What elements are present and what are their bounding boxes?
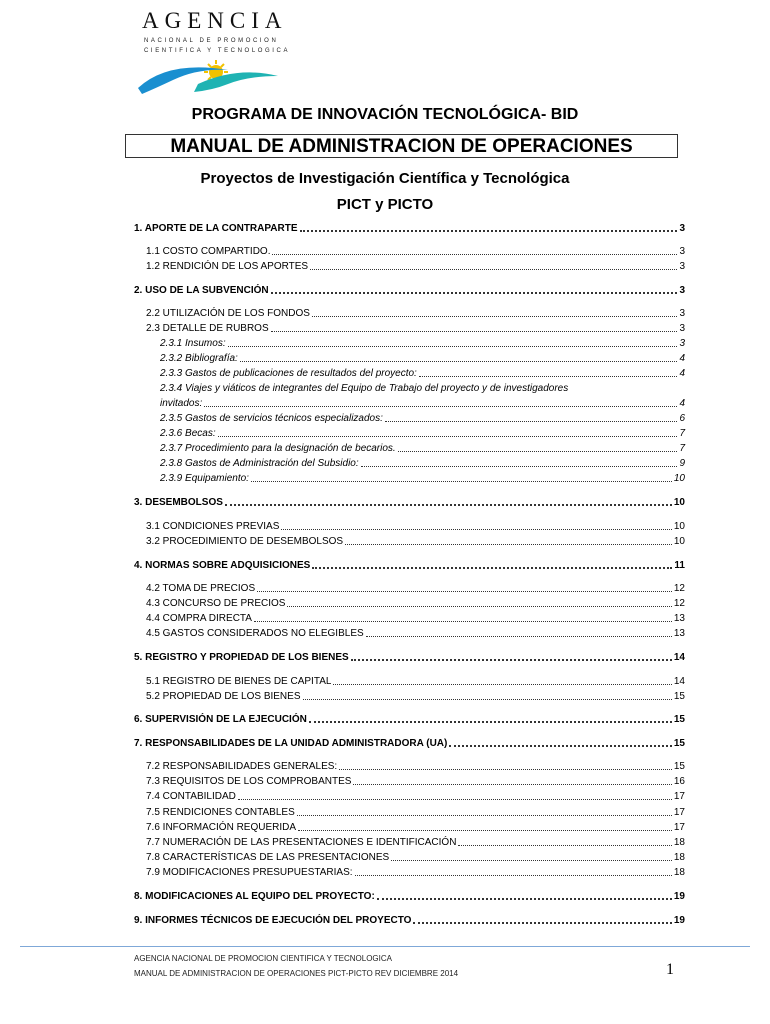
toc-entry[interactable]: 8. MODIFICACIONES AL EQUIPO DEL PROYECTO: 19 (134, 891, 685, 902)
toc-entry[interactable]: 2.3.1 Insumos: 3 (160, 338, 685, 349)
wave-teal-icon (194, 72, 278, 92)
logo-title: AGENCIA (142, 8, 288, 33)
toc-entry[interactable]: 5. REGISTRO Y PROPIEDAD DE LOS BIENES 14 (134, 652, 685, 663)
toc-entry[interactable]: 2.3.3 Gastos de publicaciones de resultados del proyecto: 4 (160, 368, 685, 379)
toc-entry[interactable]: 2.3.5 Gastos de servicios técnicos especializados: 6 (160, 413, 685, 424)
program-title: PROGRAMA DE INNOVACIÓN TECNOLÓGICA- BID (191, 106, 579, 123)
logo-subtitle-line1: NACIONAL DE PROMOCION (144, 38, 279, 44)
toc-entry[interactable]: 5.1 REGISTRO DE BIENES DE CAPITAL 14 (146, 676, 685, 687)
toc-entry[interactable]: 2.3.9 Equipamiento: 10 (160, 473, 685, 484)
footer-agency-name: AGENCIA NACIONAL DE PROMOCION CIENTIFICA Y TECNOLOGICA (134, 954, 392, 963)
toc-entry[interactable]: 2.3.8 Gastos de Administración del Subsidio: 9 (160, 458, 685, 469)
toc-entry[interactable]: 7.5 RENDICIONES CONTABLES 17 (146, 807, 685, 818)
logo-subtitle-line2: CIENTIFICA Y TECNOLOGICA (144, 48, 291, 54)
footer-document-info: MANUAL DE ADMINISTRACION DE OPERACIONES PICT-PICTO REV DICIEMBRE 2014 (134, 969, 459, 978)
toc-entry[interactable]: 4.5 GASTOS CONSIDERADOS NO ELEGIBLES 13 (146, 628, 685, 639)
agency-logo (128, 8, 308, 98)
toc-entry[interactable]: 4.2 TOMA DE PRECIOS 12 (146, 583, 685, 594)
toc-entry[interactable]: 1.1 COSTO COMPARTIDO. 3 (146, 246, 685, 257)
toc-entry[interactable]: 7.7 NUMERACIÓN DE LAS PRESENTACIONES E IDENTIFICACIÓN 18 (146, 837, 685, 848)
toc-entry[interactable]: 7.6 INFORMACIÓN REQUERIDA 17 (146, 822, 685, 833)
toc-entry[interactable]: 2.3.6 Becas: 7 (160, 428, 685, 439)
toc-entry[interactable]: 2. USO DE LA SUBVENCIÓN 3 (134, 285, 685, 296)
toc-entry[interactable]: 9. INFORMES TÉCNICOS DE EJECUCIÓN DEL PROYECTO 19 (134, 915, 685, 926)
toc-entry[interactable]: 3.2 PROCEDIMIENTO DE DESEMBOLSOS 10 (146, 536, 685, 547)
page-number: 1 (666, 961, 674, 978)
toc-entry[interactable]: 3.1 CONDICIONES PREVIAS 10 (146, 521, 685, 532)
toc-entry[interactable]: 7. RESPONSABILIDADES DE LA UNIDAD ADMINISTRADORA (UA) 15 (134, 738, 685, 749)
manual-title: MANUAL DE ADMINISTRACION DE OPERACIONES (125, 134, 678, 158)
toc-entry[interactable]: 3. DESEMBOLSOS 10 (134, 497, 685, 508)
document-subtitle-secondary: PICT y PICTO (336, 196, 434, 213)
toc-entry[interactable]: 5.2 PROPIEDAD DE LOS BIENES 15 (146, 691, 685, 702)
toc-entry[interactable]: 7.3 REQUISITOS DE LOS COMPROBANTES 16 (146, 776, 685, 787)
toc-entry[interactable]: 7.2 RESPONSABILIDADES GENERALES: 15 (146, 761, 685, 772)
toc-entry[interactable]: 2.3.7 Procedimiento para la designación de becarios. 7 (160, 443, 685, 454)
toc-entry[interactable]: 7.8 CARACTERÍSTICAS DE LAS PRESENTACIONES 18 (146, 852, 685, 863)
sun-wave-logo-icon (128, 58, 288, 98)
document-subtitle: Proyectos de Investigación Científica y Tecnológica (200, 170, 570, 187)
toc-entry[interactable]: 4. NORMAS SOBRE ADQUISICIONES 11 (134, 560, 685, 571)
toc-entry-wrapped-line[interactable]: 2.3.4 Viajes y viáticos de integrantes del Equipo de Trabajo del proyecto y de investigadores (160, 383, 569, 394)
toc-entry[interactable]: 4.3 CONCURSO DE PRECIOS 12 (146, 598, 685, 609)
toc-entry[interactable]: 1.2 RENDICIÓN DE LOS APORTES 3 (146, 261, 685, 272)
toc-entry[interactable]: 4.4 COMPRA DIRECTA 13 (146, 613, 685, 624)
toc-entry[interactable]: 6. SUPERVISIÓN DE LA EJECUCIÓN 15 (134, 714, 685, 725)
toc-entry[interactable]: 2.2 UTILIZACIÓN DE LOS FONDOS 3 (146, 308, 685, 319)
toc-entry[interactable]: 7.9 MODIFICACIONES PRESUPUESTARIAS: 18 (146, 867, 685, 878)
toc-entry[interactable]: 2.3 DETALLE DE RUBROS 3 (146, 323, 685, 334)
footer-divider (20, 946, 750, 947)
toc-entry[interactable]: invitados: 4 (160, 398, 685, 409)
toc-entry[interactable]: 7.4 CONTABILIDAD 17 (146, 791, 685, 802)
toc-entry[interactable]: 2.3.2 Bibliografía: 4 (160, 353, 685, 364)
toc-entry[interactable]: 1. APORTE DE LA CONTRAPARTE 3 (134, 223, 685, 234)
